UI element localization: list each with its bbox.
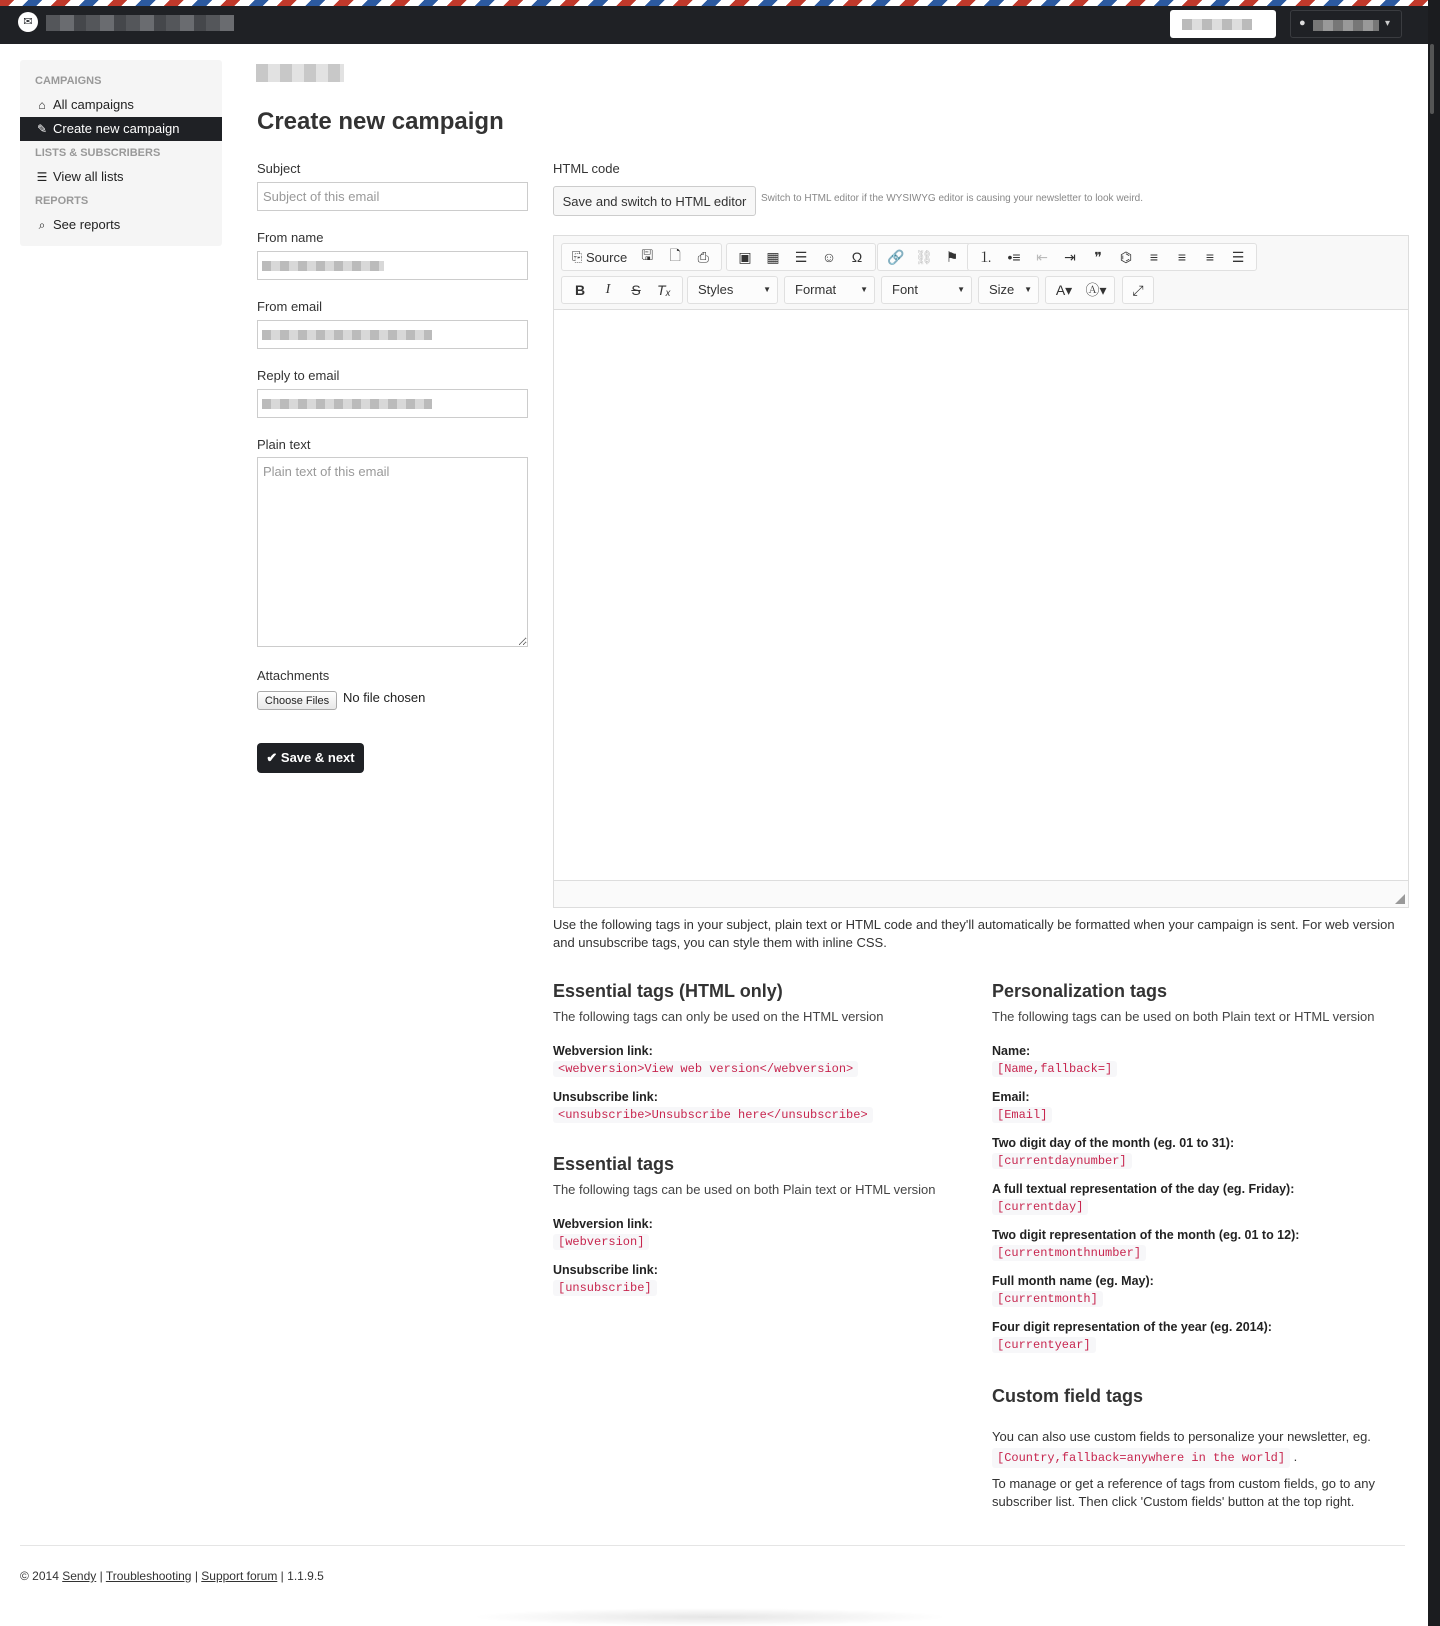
footer-separator: | bbox=[99, 1569, 103, 1583]
personalization-tag-name: [Name,fallback=] bbox=[992, 1061, 1117, 1077]
webversion-html-code: <webversion>View web version</webversion> bbox=[553, 1061, 858, 1077]
size-label: Size bbox=[989, 282, 1015, 297]
personalization-label-daynumber: Two digit day of the month (eg. 01 to 31): bbox=[992, 1136, 1235, 1150]
horizontal-line-icon[interactable]: ☰ bbox=[794, 248, 808, 265]
check-icon: ✔ bbox=[266, 750, 281, 765]
align-justify-icon[interactable]: ☰ bbox=[1231, 248, 1245, 265]
toolbar-group-insert bbox=[726, 243, 876, 271]
essential-tags-title: Essential tags bbox=[553, 1154, 675, 1174]
from-email-label: From email bbox=[257, 299, 323, 314]
background-color-icon[interactable]: Ⓐ▾ bbox=[1085, 282, 1107, 298]
align-right-icon[interactable]: ≡ bbox=[1205, 249, 1215, 265]
sidebar-item-label: Create new campaign bbox=[53, 121, 180, 136]
html-code-label: HTML code bbox=[553, 161, 620, 176]
personalization-title: Personalization tags bbox=[992, 981, 1168, 1001]
format-dropdown[interactable] bbox=[784, 276, 875, 304]
save-next-button[interactable] bbox=[257, 743, 364, 773]
toolbar-group-links bbox=[877, 243, 971, 271]
sidebar-item-view-all-lists[interactable] bbox=[20, 165, 222, 189]
personalization-label-day: A full textual representation of the day (eg. Friday): bbox=[992, 1182, 1295, 1196]
support-forum-link[interactable]: Support forum bbox=[201, 1569, 278, 1583]
reply-to-input[interactable] bbox=[257, 389, 528, 418]
redacted-text bbox=[1182, 19, 1252, 30]
caret-down-icon: ▾ bbox=[1385, 18, 1391, 29]
toolbar-group-colors bbox=[1045, 276, 1115, 304]
link-icon[interactable]: 🔗 bbox=[887, 248, 905, 265]
subject-input[interactable] bbox=[257, 182, 528, 211]
sidebar-section-reports: REPORTS bbox=[35, 195, 89, 207]
special-char-icon[interactable]: Ω bbox=[851, 249, 863, 265]
sidebar-item-label: See reports bbox=[53, 217, 121, 232]
editor-footer bbox=[554, 880, 1408, 907]
font-label: Font bbox=[892, 282, 919, 297]
reply-to-label: Reply to email bbox=[257, 368, 340, 383]
sendy-link[interactable]: Sendy bbox=[62, 1569, 97, 1583]
plain-text-label: Plain text bbox=[257, 437, 311, 452]
custom-field-text: You can also use custom fields to personalize your newsletter, eg. bbox=[992, 1429, 1371, 1444]
tags-intro: Use the following tags in your subject, plain text or HTML code and they'll automatically be formatted when your campaign is sent. For web version and unsubscribe tags, you can style them with inline CSS. bbox=[553, 917, 1395, 950]
align-left-icon[interactable]: ≡ bbox=[1149, 249, 1159, 265]
footer-separator: | bbox=[280, 1569, 284, 1583]
sidebar-section-campaigns: CAMPAIGNS bbox=[35, 75, 102, 87]
plain-text-textarea[interactable] bbox=[257, 457, 528, 647]
source-icon: ⎘ bbox=[572, 249, 587, 264]
sidebar-item-create-new-campaign[interactable] bbox=[20, 117, 222, 141]
search-icon: ⌕ bbox=[38, 218, 46, 232]
unlink-icon[interactable]: ⛓ bbox=[915, 248, 933, 265]
essential-html-subtitle: The following tags can only be used on the HTML version bbox=[553, 1009, 884, 1024]
bulleted-list-icon[interactable]: •≡ bbox=[1007, 249, 1021, 265]
personalization-tag-daynumber: [currentdaynumber] bbox=[992, 1153, 1132, 1169]
editor-toolbar bbox=[554, 236, 1408, 310]
from-email-input[interactable] bbox=[257, 320, 528, 349]
font-dropdown[interactable] bbox=[881, 276, 972, 304]
from-name-label: From name bbox=[257, 230, 324, 245]
styles-dropdown[interactable] bbox=[687, 276, 778, 304]
subject-label: Subject bbox=[257, 161, 301, 176]
redacted-username bbox=[1313, 20, 1379, 31]
personalization-tag-email: [Email] bbox=[992, 1107, 1052, 1123]
caret-down-icon: ▼ bbox=[860, 285, 868, 294]
editor-content-area[interactable] bbox=[554, 311, 1408, 881]
indent-icon[interactable]: ⇥ bbox=[1064, 248, 1076, 265]
table-icon[interactable]: ▦ bbox=[766, 248, 780, 265]
choose-files-button[interactable]: Choose Files bbox=[257, 691, 337, 710]
personalization-tag-month: [currentmonth] bbox=[992, 1291, 1103, 1307]
switch-hint: Switch to HTML editor if the WYSIWYG editor is causing your newsletter to look weird. bbox=[761, 193, 1143, 204]
envelope-logo-icon[interactable]: ✉ bbox=[18, 12, 38, 32]
bottom-shadow bbox=[470, 1608, 950, 1626]
webversion-link-label: Webversion link: bbox=[553, 1217, 653, 1231]
brand-name-redacted[interactable] bbox=[46, 15, 234, 31]
save-icon[interactable]: 🖫 bbox=[641, 247, 654, 263]
personalization-label-name: Name: bbox=[992, 1044, 1031, 1058]
outdent-icon[interactable]: ⇤ bbox=[1036, 248, 1048, 265]
image-icon[interactable]: ▣ bbox=[738, 248, 752, 265]
unsubscribe-html-code: <unsubscribe>Unsubscribe here</unsubscribe> bbox=[553, 1107, 873, 1123]
from-name-input[interactable] bbox=[257, 251, 528, 280]
new-page-icon[interactable]: 🗋 bbox=[669, 247, 681, 263]
save-next-label: Save & next bbox=[280, 750, 355, 765]
sidebar-item-label: View all lists bbox=[53, 169, 124, 184]
sidebar-section-lists: LISTS & SUBSCRIBERS bbox=[35, 147, 161, 159]
preview-icon[interactable]: ⎙ bbox=[697, 248, 709, 265]
version-text: 1.1.9.5 bbox=[287, 1569, 324, 1583]
blockquote-icon[interactable]: ❞ bbox=[1094, 248, 1102, 265]
custom-field-paragraph-1 bbox=[992, 1428, 1402, 1468]
maximize-icon[interactable]: ⤢ bbox=[1132, 281, 1144, 298]
personalization-tag-year: [currentyear] bbox=[992, 1337, 1096, 1353]
remove-format-icon[interactable]: Tₓ bbox=[657, 282, 671, 298]
personalization-tag-day: [currentday] bbox=[992, 1199, 1088, 1215]
list-icon: ☰ bbox=[36, 170, 48, 184]
personalization-label-email: Email: bbox=[992, 1090, 1030, 1104]
align-center-icon[interactable]: ≡ bbox=[1177, 249, 1187, 265]
toolbar-group-document bbox=[561, 243, 722, 271]
switch-to-html-editor-button[interactable]: Save and switch to HTML editor bbox=[553, 186, 756, 216]
custom-field-example-code: [Country,fallback=anywhere in the world] bbox=[992, 1448, 1290, 1468]
user-icon: ● bbox=[1299, 17, 1306, 29]
unsubscribe-tag-code: [unsubscribe] bbox=[553, 1280, 657, 1296]
caret-down-icon: ▼ bbox=[763, 285, 771, 294]
toolbar-group-basic-styles bbox=[561, 276, 683, 304]
custom-field-period: . bbox=[1293, 1449, 1298, 1464]
wysiwyg-editor bbox=[553, 235, 1409, 908]
personalization-label-year: Four digit representation of the year (eg. 2014): bbox=[992, 1320, 1272, 1334]
source-label: Source bbox=[586, 249, 628, 265]
text-color-icon[interactable]: A▾ bbox=[1055, 281, 1073, 298]
format-label: Format bbox=[795, 282, 837, 297]
sidebar-item-see-reports[interactable] bbox=[20, 213, 222, 237]
personalization-label-monthnumber: Two digit representation of the month (eg. 01 to 12): bbox=[992, 1228, 1300, 1242]
personalization-subtitle: The following tags can be used on both Plain text or HTML version bbox=[992, 1009, 1375, 1024]
window-edge bbox=[1428, 0, 1440, 1626]
unsubscribe-link-label: Unsubscribe link: bbox=[553, 1263, 658, 1277]
troubleshooting-link[interactable]: Troubleshooting bbox=[105, 1569, 192, 1583]
sidebar-item-all-campaigns[interactable] bbox=[20, 93, 222, 117]
caret-down-icon: ▼ bbox=[1024, 285, 1032, 294]
caret-down-icon: ▼ bbox=[957, 285, 965, 294]
personalization-tag-monthnumber: [currentmonthnumber] bbox=[992, 1245, 1146, 1261]
sidebar-item-label: All campaigns bbox=[53, 97, 134, 112]
numbered-list-icon[interactable]: ⒈ bbox=[979, 249, 993, 265]
footer bbox=[20, 1545, 1405, 1583]
webversion-tag-code: [webversion] bbox=[553, 1234, 649, 1250]
footer-separator: | bbox=[194, 1569, 198, 1583]
toolbar-group-paragraph bbox=[967, 243, 1257, 271]
edit-icon: ✎ bbox=[36, 122, 48, 136]
unsubscribe-link-label: Unsubscribe link: bbox=[553, 1090, 658, 1104]
italic-icon[interactable]: I bbox=[605, 282, 611, 297]
redacted-top-button[interactable] bbox=[1170, 10, 1276, 38]
airmail-stripe bbox=[0, 0, 1440, 6]
essential-tags-subtitle: The following tags can be used on both Plain text or HTML version bbox=[553, 1182, 936, 1197]
no-file-text: No file chosen bbox=[343, 690, 426, 705]
top-navbar bbox=[0, 0, 1440, 44]
bold-icon[interactable]: B bbox=[574, 282, 586, 298]
essential-html-title: Essential tags (HTML only) bbox=[553, 981, 783, 1001]
styles-label: Styles bbox=[698, 282, 734, 297]
webversion-link-label: Webversion link: bbox=[553, 1044, 653, 1058]
div-container-icon[interactable]: ⌬ bbox=[1119, 248, 1133, 265]
page-title: Create new campaign bbox=[257, 108, 504, 135]
resize-handle-icon[interactable] bbox=[1395, 894, 1405, 904]
home-icon: ⌂ bbox=[38, 98, 46, 112]
strikethrough-icon[interactable]: S bbox=[631, 282, 641, 298]
size-dropdown[interactable] bbox=[978, 276, 1039, 304]
smiley-icon[interactable]: ☺ bbox=[821, 249, 837, 265]
toolbar-group-tools bbox=[1122, 276, 1154, 304]
user-menu-button[interactable] bbox=[1290, 10, 1402, 38]
source-button[interactable] bbox=[566, 245, 633, 269]
attachments-label: Attachments bbox=[257, 668, 330, 683]
copyright-text: © 2014 bbox=[20, 1569, 59, 1583]
custom-field-paragraph-2: To manage or get a reference of tags from custom fields, go to any subscriber list. Then click 'Custom fields' button at the top right. bbox=[992, 1476, 1375, 1509]
custom-field-title: Custom field tags bbox=[992, 1386, 1144, 1406]
redacted-breadcrumb[interactable] bbox=[256, 64, 344, 82]
scrollbar-thumb[interactable] bbox=[1430, 44, 1434, 114]
personalization-label-month: Full month name (eg. May): bbox=[992, 1274, 1154, 1288]
sidebar bbox=[20, 60, 222, 246]
anchor-flag-icon[interactable]: ⚑ bbox=[945, 248, 959, 265]
